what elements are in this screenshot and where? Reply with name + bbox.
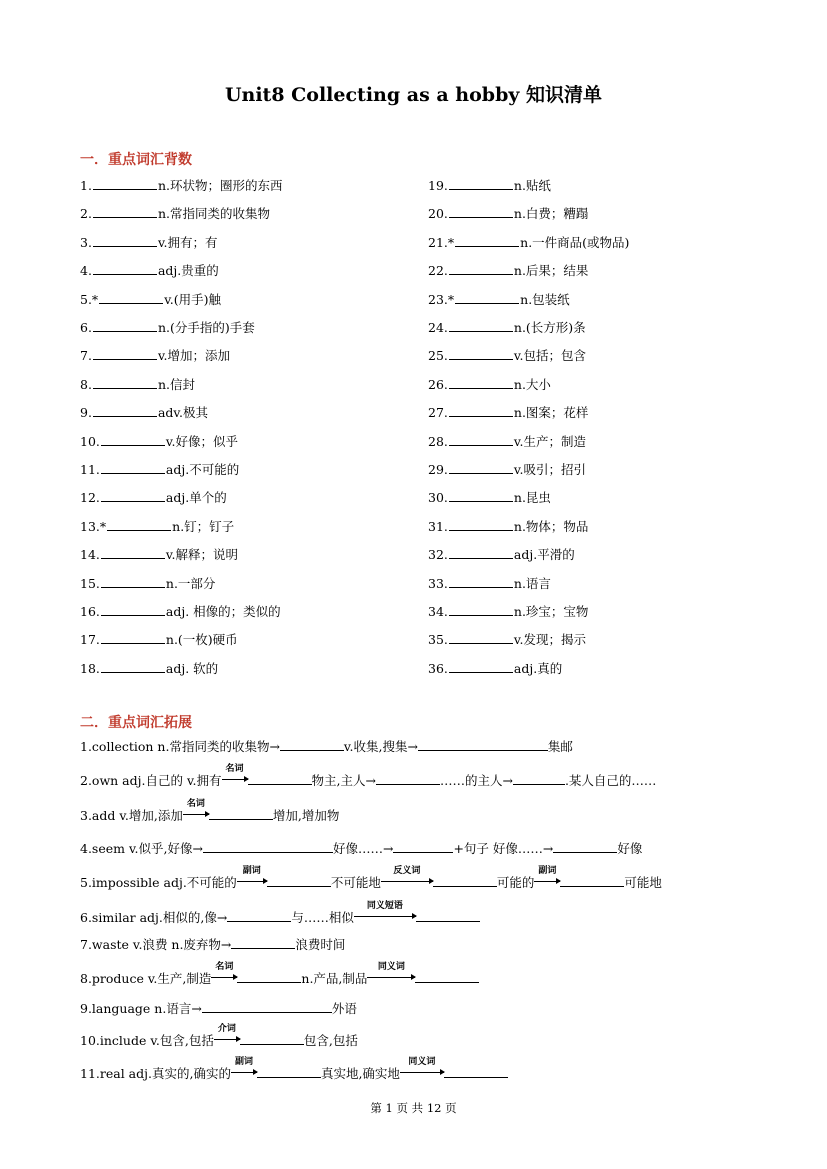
answer-blank[interactable]: [449, 345, 513, 360]
item-number: 34.: [428, 604, 448, 619]
vocabulary-item: [80, 232, 218, 252]
expansion-text: 增加,增加物: [272, 808, 340, 823]
vocabulary-item: [428, 345, 586, 365]
expansion-item: [80, 799, 340, 826]
vocabulary-item: [80, 601, 281, 621]
item-definition: adj.平滑的: [513, 547, 575, 563]
item-number: 8.: [80, 376, 92, 392]
item-number: 13.*: [80, 518, 107, 534]
arrow-label: 同义短语: [366, 901, 403, 911]
section-heading-vocabulary: 一．重点词汇背数: [80, 152, 192, 168]
item-definition: n.信封: [157, 376, 195, 392]
arrow-label: 名词: [215, 962, 234, 972]
item-number: 2.: [80, 206, 92, 222]
vocabulary-item: [80, 260, 219, 280]
item-definition: v.吸引；招引: [513, 462, 586, 477]
expansion-item: [80, 1024, 358, 1051]
vocabulary-item: [428, 459, 586, 479]
expansion-text: 9.language n.语言→: [80, 1001, 202, 1016]
item-definition: n.(一枚)硬币: [165, 632, 238, 648]
answer-blank[interactable]: [93, 402, 157, 417]
answer-blank[interactable]: [416, 907, 480, 922]
item-number: 29.: [428, 462, 448, 477]
item-definition: n.包装纸: [520, 291, 570, 307]
item-number: 12.: [80, 490, 100, 506]
answer-blank[interactable]: [267, 872, 331, 887]
answer-blank[interactable]: [101, 658, 165, 673]
page-title: Unit8 Collecting as a hobby 知识清单: [224, 84, 603, 106]
expansion-item: [80, 962, 479, 989]
item-definition: adj.贵重的: [157, 263, 219, 279]
item-number: 24.: [428, 320, 448, 335]
arrow-label: 副词: [242, 866, 261, 876]
answer-blank[interactable]: [449, 374, 513, 389]
item-number: 25.: [428, 348, 448, 364]
answer-blank[interactable]: [444, 1063, 508, 1078]
vocabulary-item: [428, 203, 588, 223]
item-number: 1.: [80, 178, 92, 193]
item-definition: adj.真的: [513, 660, 563, 676]
vocabulary-item: [80, 573, 215, 593]
item-number: 5.*: [80, 291, 99, 307]
item-definition: n.钉；钉子: [172, 518, 235, 534]
item-definition: adv.极其: [157, 405, 208, 421]
answer-blank[interactable]: [449, 573, 513, 588]
answer-blank[interactable]: [449, 260, 513, 275]
item-definition: n.(分手指的)手套: [157, 320, 255, 335]
item-number: 17.: [80, 632, 100, 648]
item-definition: n.白费；糟蹋: [513, 206, 589, 222]
expansion-item: [80, 934, 345, 955]
expansion-text: 物主,主人→: [311, 773, 376, 788]
answer-blank[interactable]: [280, 736, 344, 751]
answer-blank[interactable]: [231, 934, 295, 949]
expansion-text: n.产品,制品: [301, 971, 368, 986]
answer-blank[interactable]: [101, 487, 165, 502]
expansion-text: 可能的: [496, 875, 535, 890]
answer-blank[interactable]: [93, 317, 157, 332]
vocabulary-item: [428, 289, 570, 309]
expansion-text: 6.similar adj.相似的,像→: [80, 910, 228, 925]
item-definition: v.解释；说明: [165, 547, 238, 563]
vocabulary-item: [428, 232, 629, 252]
vocabulary-item: [80, 431, 238, 451]
answer-blank[interactable]: [449, 175, 513, 190]
item-number: 15.: [80, 575, 100, 591]
expansion-text: 4.seem v.似乎,好像→: [80, 841, 203, 856]
expansion-text: 外语: [331, 1001, 357, 1016]
item-number: 33.: [428, 575, 448, 591]
item-definition: adj. 相像的；类似的: [165, 604, 281, 619]
answer-blank[interactable]: [101, 544, 165, 559]
arrow-label: 介词: [217, 1024, 236, 1034]
expansion-text: 11.real adj.真实的,确实的: [80, 1066, 231, 1081]
item-definition: v.发现；揭示: [513, 632, 586, 648]
item-number: 30.: [428, 490, 448, 506]
item-number: 22.: [428, 263, 448, 279]
arrow-icon: [231, 1057, 257, 1084]
expansion-text: 好像: [617, 841, 643, 856]
vocabulary-item: [428, 516, 588, 536]
item-definition: n.珍宝；宝物: [513, 604, 589, 619]
item-number: 32.: [428, 547, 448, 563]
vocabulary-item: [80, 374, 195, 394]
arrow-icon: [400, 1057, 444, 1084]
item-number: 35.: [428, 632, 448, 648]
arrow-label: 副词: [538, 866, 557, 876]
page-footer: 第 1 页 共 12 页: [370, 1101, 457, 1115]
vocabulary-item: [80, 203, 270, 223]
arrow-label: 同义词: [377, 962, 405, 972]
answer-blank[interactable]: [202, 998, 332, 1013]
answer-blank[interactable]: [248, 770, 312, 785]
answer-blank[interactable]: [433, 872, 497, 887]
arrow-icon: [222, 764, 248, 791]
expansion-text: 包含,包括: [303, 1033, 358, 1048]
item-definition: n.图案；花样: [513, 405, 589, 421]
vocabulary-item: [428, 402, 588, 422]
answer-blank[interactable]: [93, 232, 157, 247]
arrow-label: 同义词: [408, 1057, 436, 1067]
item-number: 26.: [428, 376, 448, 392]
item-definition: n.后果；结果: [513, 263, 589, 279]
item-number: 21.*: [428, 234, 455, 250]
expansion-text: 2.own adj.自己的 v.拥有: [80, 773, 222, 788]
item-definition: n.常指同类的收集物: [157, 206, 270, 222]
vocabulary-item: [80, 459, 239, 479]
answer-blank[interactable]: [237, 968, 301, 983]
item-definition: n.(长方形)条: [513, 320, 586, 335]
answer-blank[interactable]: [99, 289, 163, 304]
answer-blank[interactable]: [449, 516, 513, 531]
arrow-label: 副词: [234, 1057, 253, 1067]
answer-blank[interactable]: [449, 487, 513, 502]
item-number: 7.: [80, 348, 92, 364]
expansion-text: +句子 好像……→: [453, 841, 554, 856]
expansion-text: 真实地,确实地: [320, 1066, 400, 1081]
answer-blank[interactable]: [101, 629, 165, 644]
answer-blank[interactable]: [203, 838, 333, 853]
answer-blank[interactable]: [449, 431, 513, 446]
expansion-text: 集邮: [547, 739, 573, 754]
answer-blank[interactable]: [449, 402, 513, 417]
vocabulary-item: [80, 487, 227, 507]
answer-blank[interactable]: [93, 203, 157, 218]
arrow-icon: [534, 866, 560, 893]
item-definition: n.环状物；圈形的东西: [157, 178, 283, 193]
section-heading-expansion: 二．重点词汇拓展: [80, 715, 192, 731]
expansion-item: [80, 866, 662, 893]
expansion-item: [80, 736, 573, 757]
item-definition: v.生产；制造: [513, 433, 586, 449]
answer-blank[interactable]: [455, 232, 519, 247]
answer-blank[interactable]: [449, 459, 513, 474]
expansion-item: [80, 901, 480, 928]
arrow-label: 名词: [225, 764, 244, 774]
answer-blank[interactable]: [393, 838, 453, 853]
answer-blank[interactable]: [513, 770, 565, 785]
answer-blank[interactable]: [449, 544, 513, 559]
expansion-text: ……的主人→: [439, 773, 513, 788]
vocabulary-item: [80, 544, 238, 564]
vocabulary-item: [80, 658, 218, 678]
item-number: 18.: [80, 660, 100, 676]
item-definition: v.(用手)触: [164, 291, 221, 307]
answer-blank[interactable]: [560, 872, 624, 887]
vocabulary-item: [80, 175, 282, 195]
arrow-icon: [211, 962, 237, 989]
expansion-text: 与……相似: [291, 910, 354, 925]
expansion-text: 10.include v.包含,包括: [80, 1033, 214, 1048]
answer-blank[interactable]: [449, 601, 513, 616]
answer-blank[interactable]: [101, 431, 165, 446]
answer-blank[interactable]: [449, 658, 513, 673]
item-definition: n.一件商品(或物品): [520, 234, 630, 250]
item-definition: adj.单个的: [165, 490, 227, 506]
item-definition: n.物体；物品: [513, 518, 589, 534]
answer-blank[interactable]: [418, 736, 548, 751]
answer-blank[interactable]: [376, 770, 440, 785]
item-definition: n.语言: [513, 575, 551, 591]
expansion-text: .某人自己的……: [564, 773, 657, 788]
answer-blank[interactable]: [101, 601, 165, 616]
arrow-icon: [354, 901, 416, 928]
expansion-text: 5.impossible adj.不可能的: [80, 875, 237, 890]
vocabulary-item: [428, 658, 562, 678]
vocabulary-item: [428, 374, 551, 394]
expansion-text: 不可能地: [330, 875, 381, 890]
expansion-text: 7.waste v.浪费 n.废弃物→: [80, 937, 232, 952]
arrow-label: 名词: [186, 799, 205, 809]
item-number: 6.: [80, 320, 92, 335]
answer-blank[interactable]: [257, 1063, 321, 1078]
item-definition: v.包括；包含: [513, 348, 586, 364]
answer-blank[interactable]: [101, 459, 165, 474]
vocabulary-item: [428, 629, 586, 649]
answer-blank[interactable]: [101, 573, 165, 588]
item-number: 31.: [428, 518, 448, 534]
item-number: 36.: [428, 660, 448, 676]
answer-blank[interactable]: [449, 629, 513, 644]
vocabulary-item: [428, 431, 586, 451]
item-number: 11.: [80, 462, 100, 477]
vocabulary-item: [428, 175, 551, 195]
item-number: 23.*: [428, 291, 455, 307]
answer-blank[interactable]: [449, 317, 513, 332]
expansion-text: 浪费时间: [295, 937, 346, 952]
expansion-text: 可能地: [624, 875, 662, 890]
expansion-text: 3.add v.增加,添加: [80, 808, 183, 823]
expansion-text: 8.produce v.生产,制造: [80, 971, 212, 986]
item-number: 10.: [80, 433, 100, 449]
vocabulary-item: [80, 345, 230, 365]
item-definition: n.昆虫: [513, 490, 551, 506]
answer-blank[interactable]: [107, 516, 171, 531]
vocabulary-item: [428, 317, 586, 337]
item-definition: adj.不可能的: [165, 462, 240, 477]
answer-blank[interactable]: [455, 289, 519, 304]
item-number: 9.: [80, 405, 92, 421]
arrow-icon: [237, 866, 267, 893]
item-definition: adj. 软的: [165, 660, 219, 676]
expansion-item: [80, 998, 357, 1019]
answer-blank[interactable]: [93, 345, 157, 360]
item-definition: v.好像；似乎: [165, 433, 238, 449]
item-number: 19.: [428, 178, 448, 193]
item-definition: n.贴纸: [513, 178, 551, 193]
item-definition: n.一部分: [165, 575, 216, 591]
vocabulary-item: [428, 487, 551, 507]
vocabulary-item: [80, 402, 208, 422]
expansion-item: [80, 764, 657, 791]
answer-blank[interactable]: [93, 374, 157, 389]
answer-blank[interactable]: [240, 1030, 304, 1045]
expansion-item: [80, 1057, 508, 1084]
vocabulary-item: [428, 260, 588, 280]
item-number: 3.: [80, 234, 92, 250]
item-number: 28.: [428, 433, 448, 449]
vocabulary-item: [80, 516, 234, 536]
arrow-icon: [367, 962, 415, 989]
arrow-icon: [214, 1024, 240, 1051]
item-number: 4.: [80, 263, 92, 279]
arrow-label: 反义词: [393, 866, 421, 876]
answer-blank[interactable]: [449, 203, 513, 218]
answer-blank[interactable]: [209, 805, 273, 820]
answer-blank[interactable]: [227, 907, 291, 922]
item-number: 16.: [80, 604, 100, 619]
item-definition: n.大小: [513, 376, 551, 392]
answer-blank[interactable]: [415, 968, 479, 983]
vocabulary-item: [428, 601, 588, 621]
item-number: 20.: [428, 206, 448, 222]
item-number: 27.: [428, 405, 448, 421]
vocabulary-item: [80, 629, 238, 649]
answer-blank[interactable]: [93, 260, 157, 275]
arrow-icon: [381, 866, 433, 893]
expansion-text: 1.collection n.常指同类的收集物→: [80, 739, 280, 754]
expansion-text: 好像……→: [332, 841, 394, 856]
expansion-item: [80, 838, 642, 859]
item-definition: v.增加；添加: [157, 348, 230, 364]
vocabulary-item: [80, 317, 255, 337]
vocabulary-item: [428, 544, 575, 564]
vocabulary-item: [428, 573, 551, 593]
answer-blank[interactable]: [553, 838, 617, 853]
answer-blank[interactable]: [93, 175, 157, 190]
item-definition: v.拥有；有: [157, 234, 218, 250]
item-number: 14.: [80, 547, 100, 563]
expansion-text: v.收集,搜集→: [343, 739, 418, 754]
arrow-icon: [183, 799, 209, 826]
vocabulary-item: [80, 289, 221, 309]
